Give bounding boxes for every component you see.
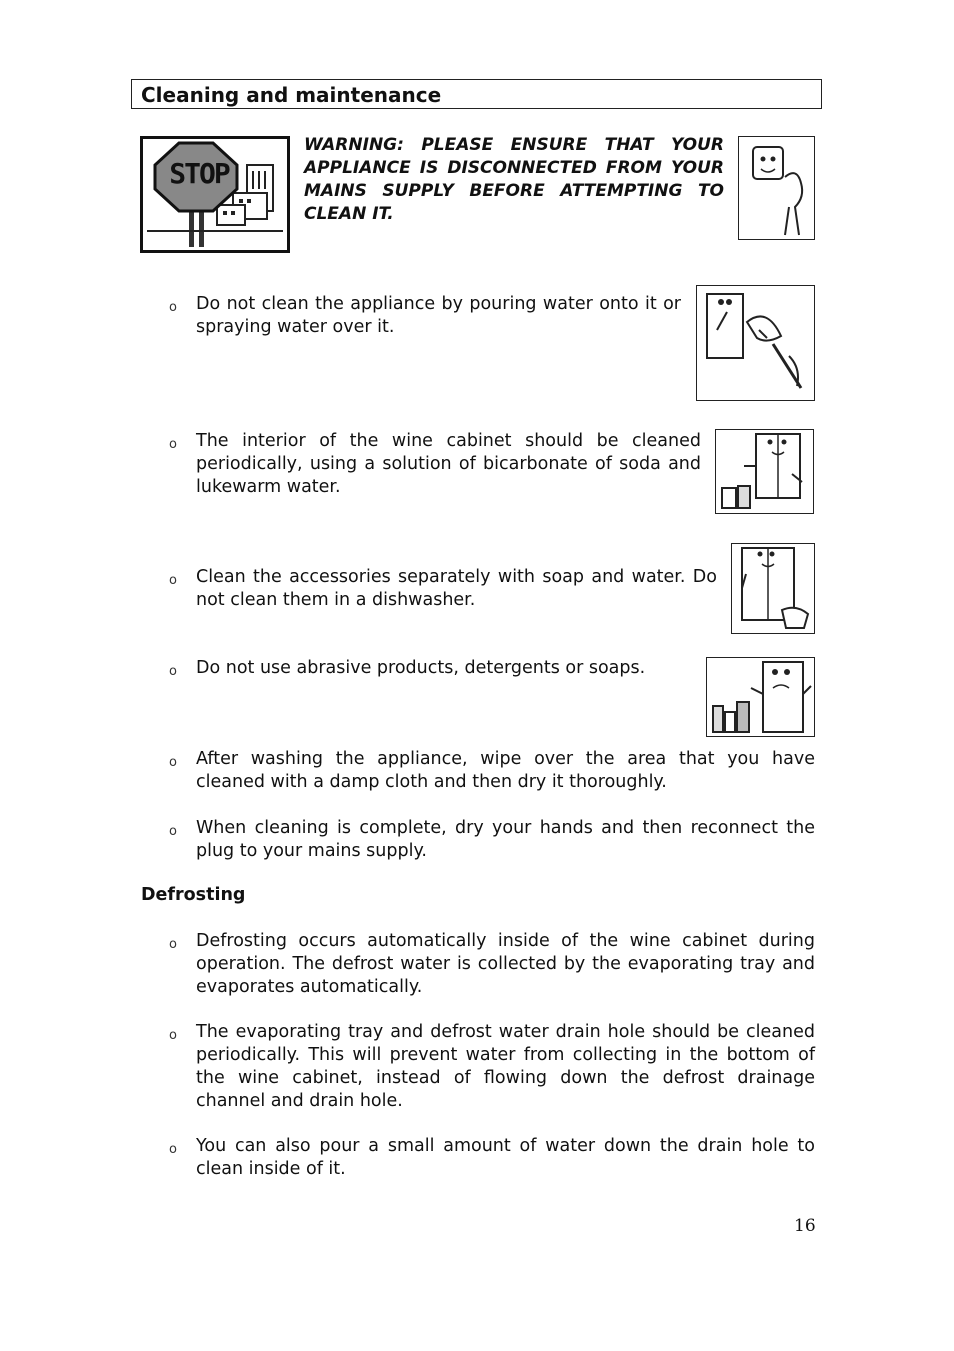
stop-sign-illustration [140, 136, 290, 253]
accessories-cleaning-illustration [731, 543, 815, 634]
interior-cleaning-illustration [715, 429, 814, 514]
defrosting-heading: Defrosting [141, 885, 246, 905]
cleaning-item-3: Clean the accessories separately with soap and water. Do not clean them in a dishwasher. [196, 567, 717, 610]
bullet: o [169, 1142, 177, 1157]
cleaning-item-2: The interior of the wine cabinet should be cleaned periodically, using a solution of bicarbonate of soda and lukewarm water. [196, 431, 701, 497]
defrost-item-2: The evaporating tray and defrost water drain hole should be cleaned periodically. This will prevent water from collecting in the bottom of the wine cabinet, instead of flowing down the defrost drainage channel and drain hole. [196, 1022, 815, 1111]
bullet: o [169, 300, 177, 315]
bullet: o [169, 437, 177, 452]
page-title: Cleaning and maintenance [141, 83, 442, 107]
stop-sign-text: STOP [169, 157, 229, 190]
bullet: o [169, 824, 177, 839]
bullet: o [169, 755, 177, 770]
defrost-item-1: Defrosting occurs automatically inside of the wine cabinet during operation. The defrost water is collected by the evaporating tray and evaporates automatically. [196, 931, 815, 997]
page-number: 16 [794, 1216, 816, 1236]
bullet: o [169, 573, 177, 588]
cleaning-item-1: Do not clean the appliance by pouring water onto it or spraying water over it. [196, 294, 681, 337]
unplug-illustration [738, 136, 815, 240]
cleaning-item-6: When cleaning is complete, dry your hands and then reconnect the plug to your mains supply. [196, 818, 815, 861]
no-spray-water-illustration [696, 285, 815, 401]
no-abrasive-products-illustration [706, 657, 815, 737]
bullet: o [169, 937, 177, 952]
cleaning-item-4: Do not use abrasive products, detergents or soaps. [196, 658, 646, 678]
warning-text: WARNING: PLEASE ENSURE THAT YOUR APPLIANCE IS DISCONNECTED FROM YOUR MAINS SUPPLY BEFORE ATTEMPTING TO CLEAN IT. [304, 135, 724, 224]
bullet: o [169, 664, 177, 679]
bullet: o [169, 1028, 177, 1043]
defrost-item-3: You can also pour a small amount of water down the drain hole to clean inside of it. [196, 1136, 815, 1179]
cleaning-item-5: After washing the appliance, wipe over the area that you have cleaned with a damp cloth and then dry it thoroughly. [196, 749, 815, 792]
